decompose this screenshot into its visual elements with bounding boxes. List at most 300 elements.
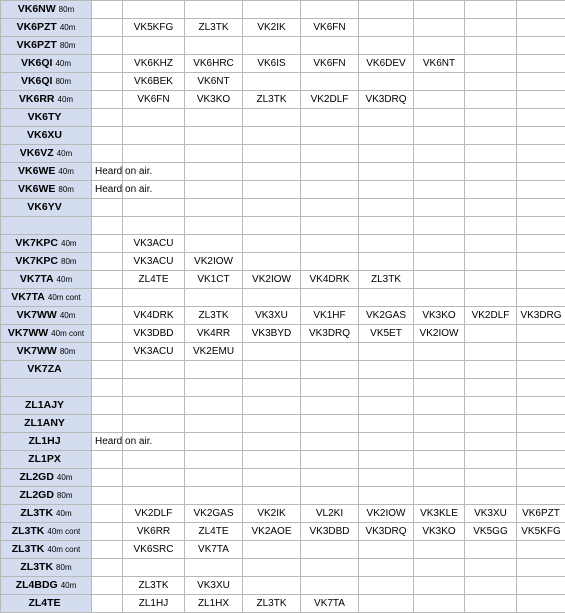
contact-cell[interactable]: VK3DRQ — [359, 523, 414, 541]
empty-cell[interactable] — [359, 487, 414, 505]
empty-cell[interactable] — [359, 433, 414, 451]
empty-cell[interactable] — [414, 433, 465, 451]
empty-cell[interactable] — [414, 397, 465, 415]
empty-cell[interactable] — [301, 163, 359, 181]
empty-cell[interactable] — [414, 379, 465, 397]
empty-cell[interactable] — [185, 199, 243, 217]
empty-cell[interactable] — [517, 19, 565, 37]
empty-cell[interactable] — [517, 541, 565, 559]
callsign-cell[interactable] — [1, 451, 92, 469]
empty-cell[interactable] — [123, 487, 185, 505]
empty-cell[interactable] — [92, 559, 123, 577]
empty-cell[interactable] — [301, 235, 359, 253]
empty-cell[interactable] — [414, 199, 465, 217]
empty-cell[interactable] — [414, 217, 465, 235]
empty-cell[interactable] — [465, 361, 517, 379]
callsign-cell[interactable] — [1, 487, 92, 505]
empty-cell[interactable] — [185, 163, 243, 181]
empty-cell[interactable] — [517, 415, 565, 433]
empty-cell[interactable] — [243, 127, 301, 145]
empty-cell[interactable] — [359, 379, 414, 397]
contact-cell[interactable]: VK2IOW — [185, 253, 243, 271]
note-cell[interactable]: Heard on air. — [92, 433, 123, 451]
empty-cell[interactable] — [517, 577, 565, 595]
empty-cell[interactable] — [414, 559, 465, 577]
empty-cell[interactable] — [92, 325, 123, 343]
empty-cell[interactable] — [301, 199, 359, 217]
empty-cell[interactable] — [123, 127, 185, 145]
contact-cell[interactable]: VK2GAS — [185, 505, 243, 523]
empty-cell[interactable] — [185, 559, 243, 577]
empty-cell[interactable] — [185, 127, 243, 145]
empty-cell[interactable] — [465, 217, 517, 235]
empty-cell[interactable] — [185, 145, 243, 163]
callsign-cell[interactable] — [1, 271, 92, 289]
contact-cell[interactable]: VK4DRK — [301, 271, 359, 289]
callsign-cell[interactable] — [1, 1, 92, 19]
contact-cell[interactable]: VK5ET — [359, 325, 414, 343]
contact-cell[interactable]: VK3KO — [414, 523, 465, 541]
contact-cell[interactable]: VK2IK — [243, 505, 301, 523]
empty-cell[interactable] — [465, 253, 517, 271]
empty-cell[interactable] — [465, 199, 517, 217]
contact-cell[interactable]: VK5KFG — [123, 19, 185, 37]
empty-cell[interactable] — [414, 181, 465, 199]
empty-cell[interactable] — [123, 469, 185, 487]
empty-cell[interactable] — [185, 469, 243, 487]
callsign-cell[interactable] — [1, 433, 92, 451]
callsign-cell[interactable] — [1, 469, 92, 487]
empty-cell[interactable] — [92, 19, 123, 37]
empty-cell[interactable] — [517, 343, 565, 361]
empty-cell[interactable] — [92, 91, 123, 109]
empty-cell[interactable] — [414, 451, 465, 469]
empty-cell[interactable] — [465, 289, 517, 307]
empty-cell[interactable] — [465, 325, 517, 343]
empty-cell[interactable] — [517, 235, 565, 253]
empty-cell[interactable] — [243, 253, 301, 271]
empty-cell[interactable] — [414, 37, 465, 55]
empty-cell[interactable] — [92, 109, 123, 127]
empty-cell[interactable] — [517, 469, 565, 487]
contact-cell[interactable]: VK6FN — [123, 91, 185, 109]
empty-cell[interactable] — [517, 289, 565, 307]
empty-cell[interactable] — [465, 73, 517, 91]
empty-cell[interactable] — [185, 433, 243, 451]
contact-cell[interactable]: VK6DEV — [359, 55, 414, 73]
empty-cell[interactable] — [92, 595, 123, 613]
empty-cell[interactable] — [243, 163, 301, 181]
callsign-cell[interactable] — [1, 91, 92, 109]
empty-cell[interactable] — [517, 595, 565, 613]
empty-cell[interactable] — [359, 469, 414, 487]
contact-cell[interactable]: VK3ACU — [123, 253, 185, 271]
contact-cell[interactable]: VK6NT — [185, 73, 243, 91]
empty-cell[interactable] — [123, 361, 185, 379]
empty-cell[interactable] — [123, 289, 185, 307]
empty-cell[interactable] — [517, 55, 565, 73]
empty-cell[interactable] — [92, 37, 123, 55]
contact-cell[interactable]: VK2EMU — [185, 343, 243, 361]
callsign-cell[interactable] — [1, 415, 92, 433]
empty-cell[interactable] — [92, 541, 123, 559]
empty-cell[interactable] — [359, 181, 414, 199]
empty-cell[interactable] — [301, 487, 359, 505]
empty-cell[interactable] — [301, 37, 359, 55]
empty-cell[interactable] — [517, 109, 565, 127]
empty-cell[interactable] — [359, 19, 414, 37]
empty-cell[interactable] — [465, 343, 517, 361]
empty-cell[interactable] — [92, 469, 123, 487]
empty-cell[interactable] — [92, 127, 123, 145]
empty-cell[interactable] — [414, 127, 465, 145]
empty-cell[interactable] — [517, 361, 565, 379]
contact-cell[interactable]: VK2IK — [243, 19, 301, 37]
empty-cell[interactable] — [301, 289, 359, 307]
empty-cell[interactable] — [243, 559, 301, 577]
callsign-cell[interactable] — [1, 127, 92, 145]
empty-cell[interactable] — [243, 73, 301, 91]
contact-cell[interactable]: VK1CT — [185, 271, 243, 289]
empty-cell[interactable] — [123, 559, 185, 577]
contact-cell[interactable]: VK3XU — [465, 505, 517, 523]
contact-cell[interactable]: VK6FN — [301, 55, 359, 73]
empty-cell[interactable] — [301, 541, 359, 559]
empty-cell[interactable] — [517, 217, 565, 235]
empty-cell[interactable] — [465, 1, 517, 19]
contact-cell[interactable]: VK6HRC — [185, 55, 243, 73]
empty-cell[interactable] — [185, 451, 243, 469]
empty-cell[interactable] — [517, 397, 565, 415]
contact-cell[interactable]: VK3KLE — [414, 505, 465, 523]
callsign-cell[interactable] — [1, 19, 92, 37]
contact-cell[interactable]: VK3DBD — [301, 523, 359, 541]
contact-cell[interactable]: VK6RR — [123, 523, 185, 541]
empty-cell[interactable] — [465, 577, 517, 595]
empty-cell[interactable] — [92, 577, 123, 595]
contact-cell[interactable]: ZL3TK — [185, 307, 243, 325]
empty-cell[interactable] — [465, 451, 517, 469]
empty-cell[interactable] — [414, 163, 465, 181]
callsign-cell[interactable] — [1, 361, 92, 379]
empty-cell[interactable] — [301, 361, 359, 379]
contact-cell[interactable]: ZL4TE — [123, 271, 185, 289]
callsign-cell[interactable] — [1, 397, 92, 415]
contact-cell[interactable]: VK2IOW — [414, 325, 465, 343]
contact-cell[interactable]: VK5GG — [465, 523, 517, 541]
empty-cell[interactable] — [359, 415, 414, 433]
empty-cell[interactable] — [185, 37, 243, 55]
contact-cell[interactable]: VK3ACU — [123, 343, 185, 361]
empty-cell[interactable] — [92, 289, 123, 307]
empty-cell[interactable] — [359, 109, 414, 127]
contact-cell[interactable]: VK2DLF — [301, 91, 359, 109]
empty-cell[interactable] — [465, 487, 517, 505]
empty-cell[interactable] — [414, 19, 465, 37]
empty-cell[interactable] — [517, 145, 565, 163]
empty-cell[interactable] — [243, 379, 301, 397]
empty-cell[interactable] — [92, 253, 123, 271]
empty-cell[interactable] — [123, 217, 185, 235]
empty-cell[interactable] — [301, 577, 359, 595]
empty-cell[interactable] — [414, 469, 465, 487]
empty-cell[interactable] — [517, 451, 565, 469]
empty-cell[interactable] — [243, 487, 301, 505]
contact-cell[interactable]: VK3DRQ — [301, 325, 359, 343]
empty-cell[interactable] — [123, 109, 185, 127]
callsign-cell[interactable] — [1, 559, 92, 577]
callsign-cell[interactable] — [1, 73, 92, 91]
empty-cell[interactable] — [359, 361, 414, 379]
callsign-cell[interactable] — [1, 595, 92, 613]
empty-cell[interactable] — [414, 415, 465, 433]
contact-cell[interactable]: VK6KHZ — [123, 55, 185, 73]
callsign-cell[interactable] — [1, 523, 92, 541]
empty-cell[interactable] — [359, 577, 414, 595]
empty-cell[interactable] — [92, 505, 123, 523]
empty-cell[interactable] — [359, 559, 414, 577]
empty-cell[interactable] — [465, 91, 517, 109]
empty-cell[interactable] — [243, 235, 301, 253]
empty-cell[interactable] — [414, 541, 465, 559]
contact-cell[interactable]: VK6BEK — [123, 73, 185, 91]
empty-cell[interactable] — [465, 469, 517, 487]
empty-cell[interactable] — [465, 145, 517, 163]
contact-cell[interactable]: VK3XU — [243, 307, 301, 325]
empty-cell[interactable] — [92, 361, 123, 379]
callsign-cell[interactable] — [1, 235, 92, 253]
empty-cell[interactable] — [92, 55, 123, 73]
empty-cell[interactable] — [301, 343, 359, 361]
empty-cell[interactable] — [301, 559, 359, 577]
empty-cell[interactable] — [301, 379, 359, 397]
callsign-cell[interactable] — [1, 541, 92, 559]
empty-cell[interactable] — [123, 415, 185, 433]
contact-cell[interactable]: ZL4TE — [185, 523, 243, 541]
callsign-cell[interactable] — [1, 253, 92, 271]
empty-cell[interactable] — [359, 343, 414, 361]
empty-cell[interactable] — [359, 235, 414, 253]
empty-cell[interactable] — [243, 1, 301, 19]
empty-cell[interactable] — [414, 271, 465, 289]
contact-cell[interactable]: ZL3TK — [243, 595, 301, 613]
empty-cell[interactable] — [185, 1, 243, 19]
contact-cell[interactable]: VK7TA — [301, 595, 359, 613]
callsign-cell[interactable] — [1, 145, 92, 163]
contact-cell[interactable]: VL2KI — [301, 505, 359, 523]
empty-cell[interactable] — [517, 559, 565, 577]
empty-cell[interactable] — [243, 397, 301, 415]
callsign-cell[interactable] — [1, 163, 92, 181]
empty-cell[interactable] — [359, 163, 414, 181]
empty-cell[interactable] — [185, 379, 243, 397]
contact-cell[interactable]: VK2IOW — [243, 271, 301, 289]
contact-cell[interactable]: VK3KO — [414, 307, 465, 325]
empty-cell[interactable] — [92, 379, 123, 397]
empty-cell[interactable] — [185, 217, 243, 235]
empty-cell[interactable] — [92, 487, 123, 505]
empty-cell[interactable] — [414, 253, 465, 271]
contact-cell[interactable]: VK6IS — [243, 55, 301, 73]
empty-cell[interactable] — [243, 181, 301, 199]
empty-cell[interactable] — [414, 343, 465, 361]
empty-cell[interactable] — [243, 109, 301, 127]
empty-cell[interactable] — [92, 307, 123, 325]
empty-cell[interactable] — [301, 415, 359, 433]
empty-cell[interactable] — [517, 91, 565, 109]
empty-cell[interactable] — [465, 271, 517, 289]
contact-cell[interactable]: VK3XU — [185, 577, 243, 595]
empty-cell[interactable] — [465, 415, 517, 433]
empty-cell[interactable] — [92, 271, 123, 289]
contact-cell[interactable]: VK3DBD — [123, 325, 185, 343]
empty-cell[interactable] — [243, 289, 301, 307]
empty-cell[interactable] — [92, 235, 123, 253]
contact-cell[interactable]: VK5KFG — [517, 523, 565, 541]
contact-cell[interactable]: ZL1HJ — [123, 595, 185, 613]
callsign-cell[interactable] — [1, 289, 92, 307]
empty-cell[interactable] — [359, 127, 414, 145]
empty-cell[interactable] — [414, 577, 465, 595]
contact-cell[interactable]: VK6FN — [301, 19, 359, 37]
empty-cell[interactable] — [243, 577, 301, 595]
empty-cell[interactable] — [465, 163, 517, 181]
empty-cell[interactable] — [92, 343, 123, 361]
contact-cell[interactable]: VK2DLF — [123, 505, 185, 523]
empty-cell[interactable] — [243, 199, 301, 217]
empty-cell[interactable] — [301, 451, 359, 469]
contact-cell[interactable]: VK3KO — [185, 91, 243, 109]
empty-cell[interactable] — [465, 235, 517, 253]
empty-cell[interactable] — [414, 1, 465, 19]
empty-cell[interactable] — [517, 1, 565, 19]
callsign-cell[interactable] — [1, 199, 92, 217]
contact-cell[interactable]: VK1HF — [301, 307, 359, 325]
empty-cell[interactable] — [414, 487, 465, 505]
empty-cell[interactable] — [359, 397, 414, 415]
empty-cell[interactable] — [517, 325, 565, 343]
callsign-cell[interactable] — [1, 217, 92, 235]
empty-cell[interactable] — [243, 541, 301, 559]
empty-cell[interactable] — [92, 397, 123, 415]
contact-cell[interactable]: VK2IOW — [359, 505, 414, 523]
empty-cell[interactable] — [92, 451, 123, 469]
empty-cell[interactable] — [185, 181, 243, 199]
empty-cell[interactable] — [123, 37, 185, 55]
empty-cell[interactable] — [414, 235, 465, 253]
empty-cell[interactable] — [414, 595, 465, 613]
empty-cell[interactable] — [243, 37, 301, 55]
empty-cell[interactable] — [414, 109, 465, 127]
empty-cell[interactable] — [465, 181, 517, 199]
empty-cell[interactable] — [359, 37, 414, 55]
empty-cell[interactable] — [517, 37, 565, 55]
empty-cell[interactable] — [517, 433, 565, 451]
empty-cell[interactable] — [465, 109, 517, 127]
empty-cell[interactable] — [465, 19, 517, 37]
empty-cell[interactable] — [359, 145, 414, 163]
empty-cell[interactable] — [301, 73, 359, 91]
empty-cell[interactable] — [359, 199, 414, 217]
empty-cell[interactable] — [465, 433, 517, 451]
empty-cell[interactable] — [92, 217, 123, 235]
empty-cell[interactable] — [185, 415, 243, 433]
empty-cell[interactable] — [465, 379, 517, 397]
empty-cell[interactable] — [359, 595, 414, 613]
empty-cell[interactable] — [414, 91, 465, 109]
callsign-cell[interactable] — [1, 55, 92, 73]
empty-cell[interactable] — [301, 127, 359, 145]
contact-cell[interactable]: ZL3TK — [243, 91, 301, 109]
contact-cell[interactable]: ZL3TK — [185, 19, 243, 37]
empty-cell[interactable] — [414, 361, 465, 379]
contact-cell[interactable]: VK7TA — [185, 541, 243, 559]
contact-cell[interactable]: ZL3TK — [359, 271, 414, 289]
contact-cell[interactable]: VK2GAS — [359, 307, 414, 325]
note-cell[interactable]: Heard on air. — [92, 181, 123, 199]
empty-cell[interactable] — [185, 289, 243, 307]
contact-cell[interactable]: VK3BYD — [243, 325, 301, 343]
contact-cell[interactable]: VK2AOE — [243, 523, 301, 541]
empty-cell[interactable] — [243, 469, 301, 487]
contact-cell[interactable]: VK3DRQ — [359, 91, 414, 109]
empty-cell[interactable] — [123, 397, 185, 415]
callsign-cell[interactable] — [1, 505, 92, 523]
empty-cell[interactable] — [414, 73, 465, 91]
empty-cell[interactable] — [517, 199, 565, 217]
callsign-cell[interactable] — [1, 109, 92, 127]
empty-cell[interactable] — [517, 181, 565, 199]
empty-cell[interactable] — [185, 109, 243, 127]
empty-cell[interactable] — [359, 253, 414, 271]
empty-cell[interactable] — [517, 253, 565, 271]
empty-cell[interactable] — [414, 145, 465, 163]
callsign-cell[interactable] — [1, 181, 92, 199]
empty-cell[interactable] — [301, 181, 359, 199]
empty-cell[interactable] — [92, 523, 123, 541]
empty-cell[interactable] — [359, 541, 414, 559]
empty-cell[interactable] — [243, 361, 301, 379]
empty-cell[interactable] — [123, 379, 185, 397]
empty-cell[interactable] — [517, 163, 565, 181]
empty-cell[interactable] — [465, 37, 517, 55]
empty-cell[interactable] — [301, 1, 359, 19]
contact-cell[interactable]: VK3ACU — [123, 235, 185, 253]
empty-cell[interactable] — [359, 73, 414, 91]
contact-cell[interactable]: VK6NT — [414, 55, 465, 73]
empty-cell[interactable] — [92, 145, 123, 163]
callsign-cell[interactable] — [1, 307, 92, 325]
contact-cell[interactable]: VK4RR — [185, 325, 243, 343]
empty-cell[interactable] — [465, 397, 517, 415]
callsign-cell[interactable] — [1, 379, 92, 397]
empty-cell[interactable] — [517, 487, 565, 505]
callsign-cell[interactable] — [1, 343, 92, 361]
empty-cell[interactable] — [301, 145, 359, 163]
empty-cell[interactable] — [185, 487, 243, 505]
empty-cell[interactable] — [243, 433, 301, 451]
empty-cell[interactable] — [92, 415, 123, 433]
contact-cell[interactable]: ZL1HX — [185, 595, 243, 613]
empty-cell[interactable] — [243, 415, 301, 433]
contact-cell[interactable]: VK6SRC — [123, 541, 185, 559]
empty-cell[interactable] — [517, 379, 565, 397]
callsign-cell[interactable] — [1, 325, 92, 343]
empty-cell[interactable] — [517, 127, 565, 145]
empty-cell[interactable] — [301, 433, 359, 451]
empty-cell[interactable] — [517, 271, 565, 289]
empty-cell[interactable] — [465, 541, 517, 559]
